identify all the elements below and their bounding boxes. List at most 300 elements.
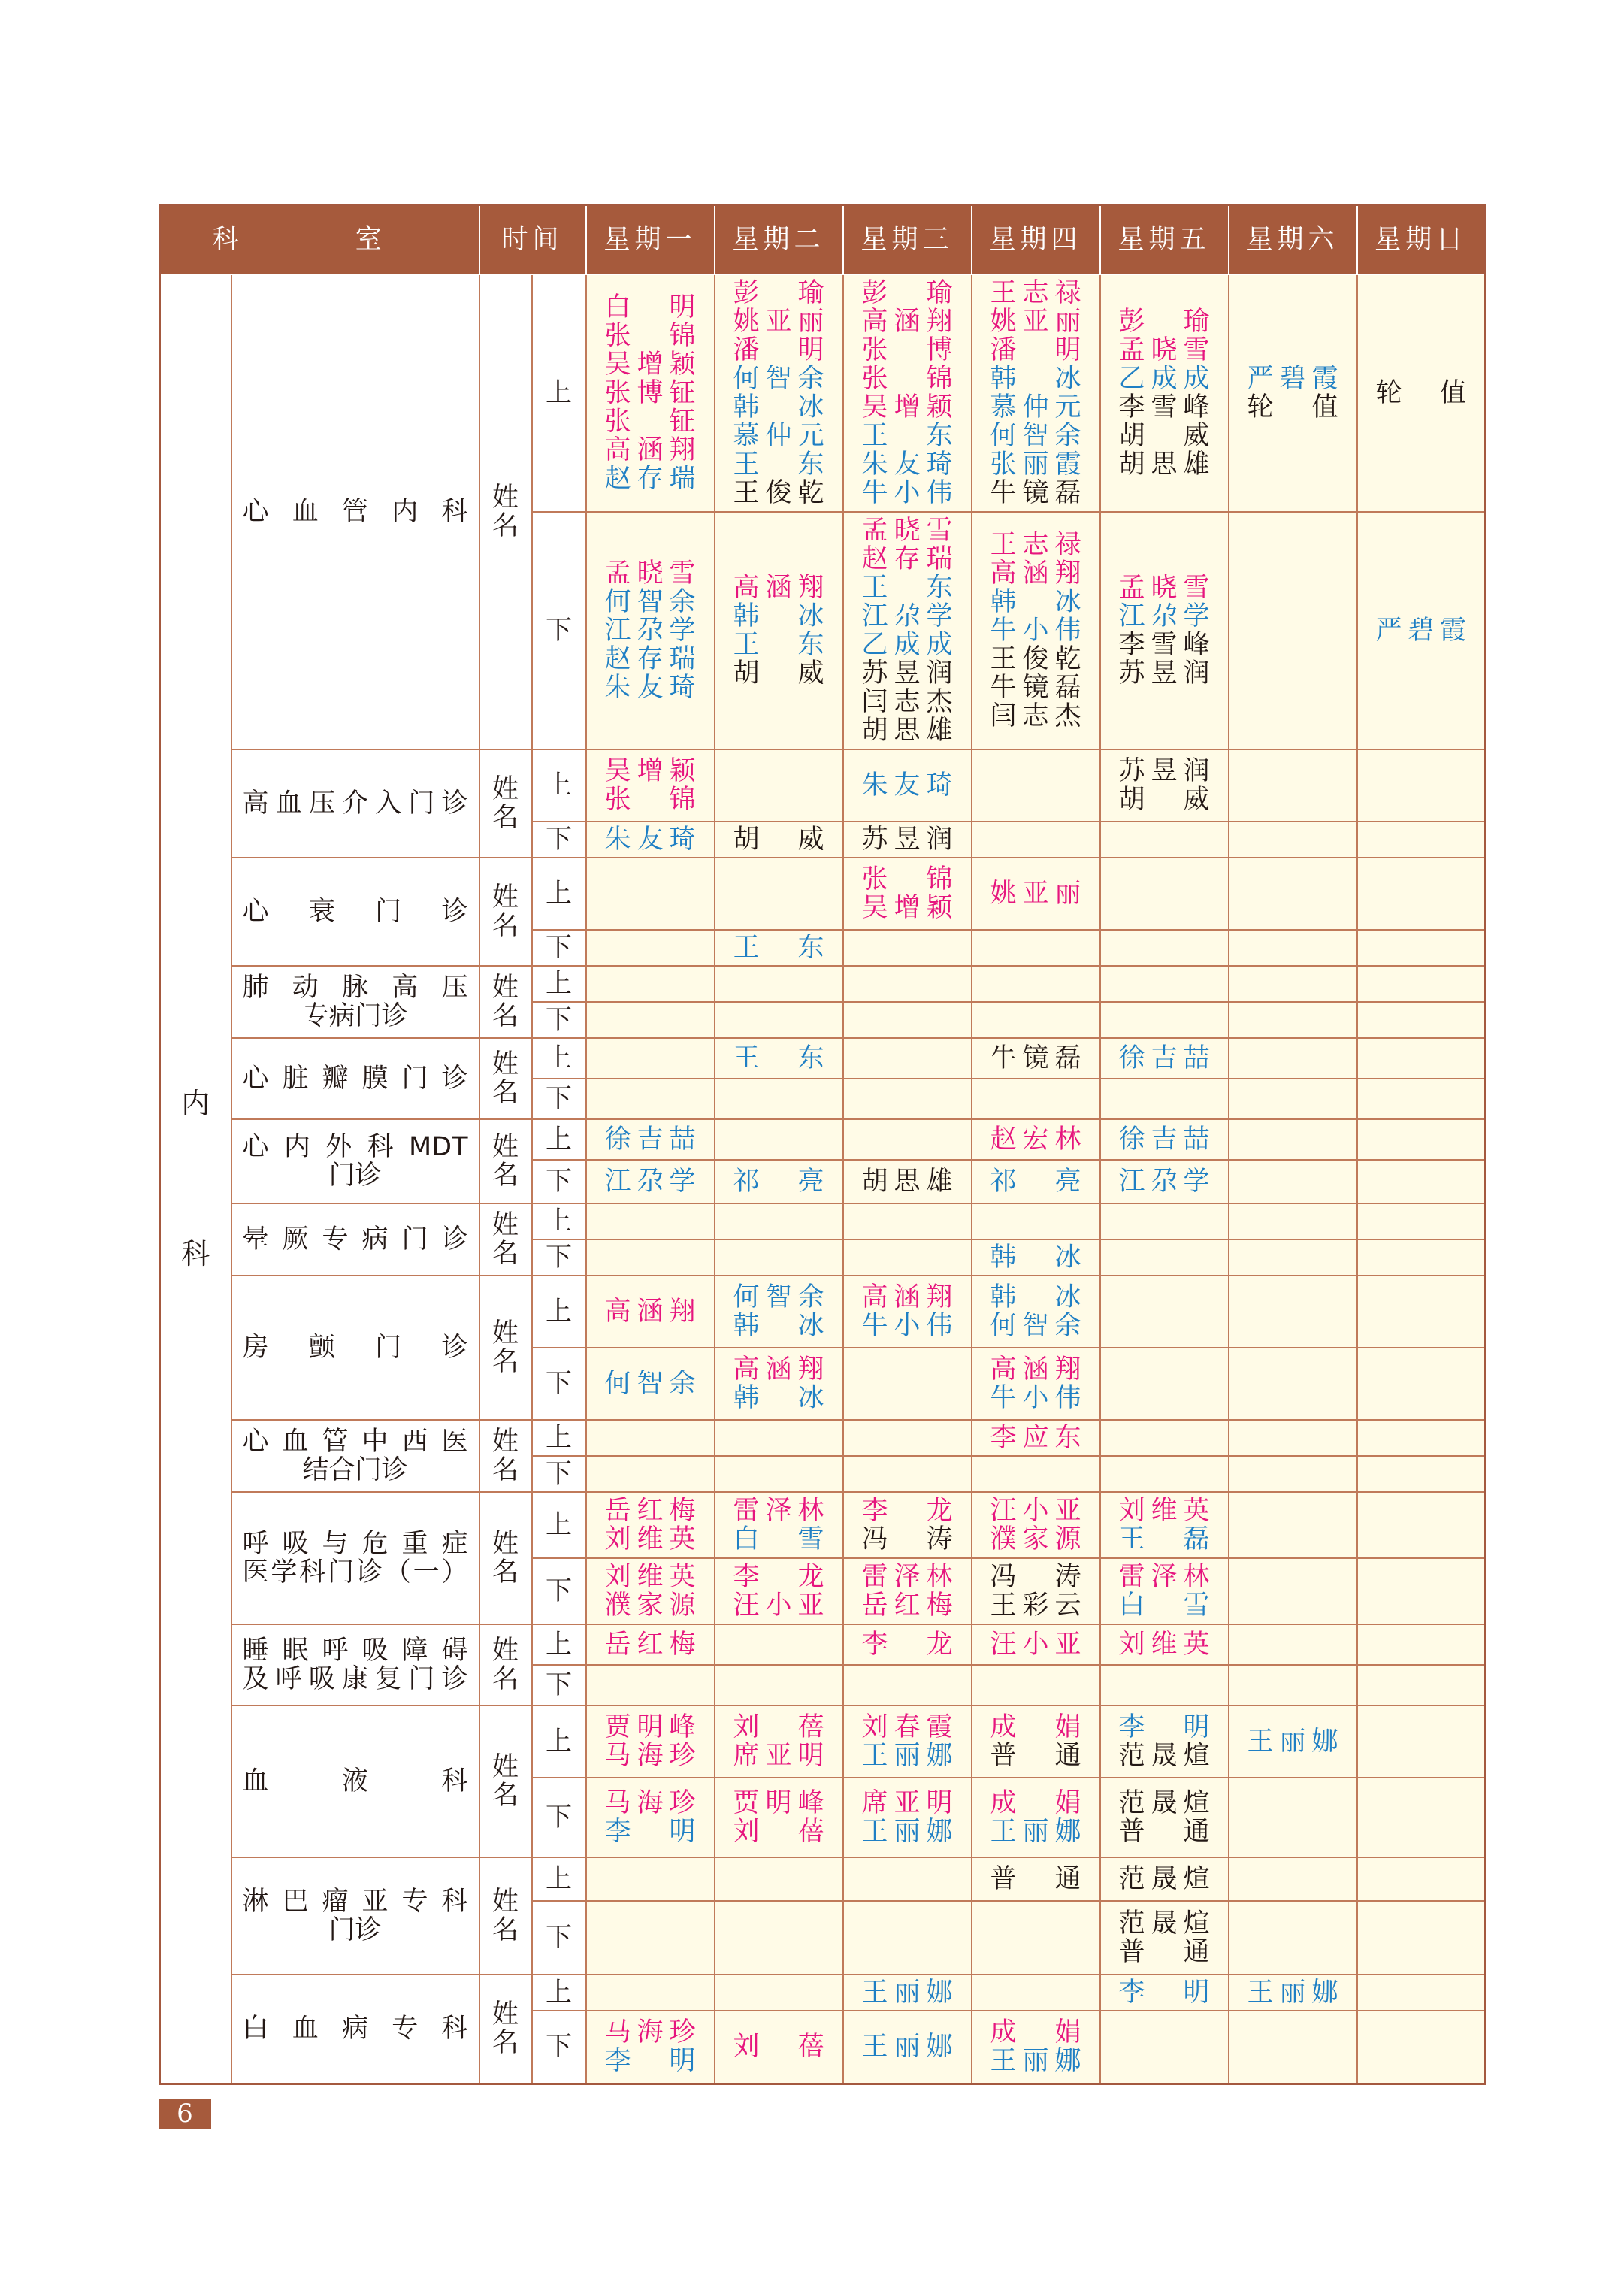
doctor-name: 祁 亮 xyxy=(990,1166,1081,1197)
doctor-list xyxy=(587,1297,714,1326)
time-am: 上 xyxy=(532,1420,586,1456)
schedule-cell xyxy=(972,1558,1100,1624)
clinic-name-line: 心血管内科 xyxy=(242,496,468,527)
doctor-name: 闫志杰 xyxy=(990,701,1081,731)
doctor-list xyxy=(972,1167,1099,1196)
doctor-name: 吴增颖 xyxy=(604,349,696,380)
schedule-cell xyxy=(843,749,972,822)
doctor-name: 彭 瑜 xyxy=(1118,306,1210,337)
schedule-cell xyxy=(972,1492,1100,1558)
schedule-cell xyxy=(586,1624,715,1665)
doctor-name: 成 娟 xyxy=(990,1787,1081,1818)
doctor-list xyxy=(844,516,971,745)
doctor-name: 何智余 xyxy=(733,363,824,394)
doctor-name: 王 东 xyxy=(861,420,953,451)
schedule-cell xyxy=(843,2011,972,2084)
schedule-cell xyxy=(843,1420,972,1456)
schedule-cell xyxy=(715,512,843,749)
schedule-cell xyxy=(586,1492,715,1558)
clinic-name-line: 白血病专科 xyxy=(242,2014,468,2044)
doctor-list xyxy=(1101,574,1228,688)
doctor-name: 王丽娜 xyxy=(1247,1726,1338,1757)
doctor-name: 江尕学 xyxy=(861,601,953,631)
schedule-cell xyxy=(843,1203,972,1239)
schedule-cell xyxy=(843,1038,972,1079)
doctor-list xyxy=(715,1167,842,1196)
doctor-name: 潘 明 xyxy=(733,334,824,365)
schedule-cell xyxy=(1229,1492,1357,1558)
doctor-list xyxy=(587,1713,714,1770)
schedule-cell xyxy=(843,1857,972,1901)
schedule-cell xyxy=(1357,1348,1486,1420)
time-pm: 下 xyxy=(532,2011,586,2084)
doctor-name: 赵存瑞 xyxy=(604,643,696,674)
schedule-cell xyxy=(586,749,715,822)
doctor-list xyxy=(972,1713,1099,1770)
doctor-name: 慕仲元 xyxy=(733,420,824,451)
doctor-name: 牛镜磊 xyxy=(990,1043,1081,1073)
schedule-cell xyxy=(1357,1038,1486,1079)
schedule-cell xyxy=(1100,1665,1229,1706)
doctor-name: 姚亚丽 xyxy=(733,306,824,337)
schedule-cell xyxy=(586,1160,715,1203)
doctor-list xyxy=(1229,1978,1356,2007)
name-label-char: 名 xyxy=(492,510,519,541)
time-pm: 下 xyxy=(532,1079,586,1119)
time-am: 上 xyxy=(532,274,586,512)
schedule-cell xyxy=(1229,1119,1357,1160)
schedule-cell xyxy=(1100,1038,1229,1079)
schedule-cell xyxy=(1357,1706,1486,1778)
doctor-list xyxy=(1101,1044,1228,1073)
schedule-cell xyxy=(1357,512,1486,749)
schedule-cell xyxy=(1229,1276,1357,1348)
doctor-name: 王 东 xyxy=(733,449,824,480)
clinic-name xyxy=(231,1624,479,1706)
table-row xyxy=(160,1203,1486,1239)
doctor-list xyxy=(972,1865,1099,1893)
table-row xyxy=(160,1276,1486,1348)
name-label xyxy=(479,1492,532,1624)
schedule-cell xyxy=(843,1276,972,1348)
doctor-name: 韩 冰 xyxy=(733,601,824,631)
table-row xyxy=(160,1857,1486,1901)
doctor-name: 乙成成 xyxy=(861,629,953,660)
doctor-name: 轮 值 xyxy=(1247,392,1338,422)
schedule-cell xyxy=(1229,822,1357,858)
doctor-list xyxy=(844,279,971,507)
doctor-name: 何智余 xyxy=(990,1310,1081,1341)
schedule-cell xyxy=(715,749,843,822)
doctor-name: 贾明峰 xyxy=(604,1712,696,1742)
schedule-cell xyxy=(586,1778,715,1857)
doctor-name: 轮 值 xyxy=(1375,377,1467,408)
doctor-name: 李 龙 xyxy=(861,1495,953,1526)
schedule-cell xyxy=(972,930,1100,966)
schedule-cell xyxy=(972,1002,1100,1038)
doctor-name: 成 娟 xyxy=(990,1712,1081,1742)
doctor-name: 吴增颖 xyxy=(604,755,696,786)
doctor-name: 胡思雄 xyxy=(861,715,953,746)
doctor-name: 王 东 xyxy=(733,629,824,660)
name-label-char: 名 xyxy=(492,1557,519,1587)
name-label xyxy=(479,749,532,858)
schedule-cell xyxy=(586,1558,715,1624)
clinic-name-line: 睡眠呼吸障碍 xyxy=(242,1635,468,1666)
doctor-name: 慕仲元 xyxy=(990,392,1081,422)
clinic-name xyxy=(231,1119,479,1203)
schedule-cell xyxy=(586,966,715,1002)
name-label xyxy=(479,1975,532,2084)
doctor-list xyxy=(1101,1497,1228,1554)
name-label xyxy=(479,1119,532,1203)
header-time: 时间 xyxy=(479,205,586,274)
doctor-list xyxy=(972,1497,1099,1554)
doctor-list xyxy=(972,1283,1099,1340)
schedule-cell xyxy=(843,1665,972,1706)
schedule-cell xyxy=(586,1239,715,1276)
clinic-name-line: 肺动脉高压 xyxy=(242,972,468,1003)
schedule-cell xyxy=(715,274,843,512)
doctor-name: 胡 威 xyxy=(1118,420,1210,451)
doctor-name: 韩 冰 xyxy=(990,1242,1081,1273)
clinic-name xyxy=(231,1038,479,1119)
doctor-list xyxy=(1101,1789,1228,1846)
name-label xyxy=(479,1857,532,1975)
doctor-name: 张 锦 xyxy=(604,320,696,351)
name-label-char: 姓 xyxy=(492,1049,519,1079)
schedule-cell xyxy=(972,1160,1100,1203)
time-pm: 下 xyxy=(532,930,586,966)
doctor-name: 王 东 xyxy=(861,572,953,603)
doctor-name: 胡 威 xyxy=(733,824,824,855)
doctor-name: 范晟煊 xyxy=(1118,1863,1210,1894)
name-label-char: 姓 xyxy=(492,482,519,513)
doctor-list xyxy=(844,1497,971,1554)
doctor-list xyxy=(972,2018,1099,2075)
schedule-cell xyxy=(1357,749,1486,822)
doctor-name: 孟晓雪 xyxy=(604,558,696,589)
schedule-cell xyxy=(1357,1558,1486,1624)
doctor-name: 王丽娜 xyxy=(990,2046,1081,2077)
doctor-list xyxy=(715,1713,842,1770)
schedule-cell xyxy=(715,1079,843,1119)
name-label-char: 姓 xyxy=(492,1209,519,1240)
doctor-name: 高涵翔 xyxy=(861,1282,953,1312)
doctor-name: 孟晓雪 xyxy=(1118,572,1210,603)
schedule-cell xyxy=(715,1558,843,1624)
schedule-cell xyxy=(1357,1492,1486,1558)
schedule-cell xyxy=(715,1975,843,2011)
doctor-list xyxy=(972,1243,1099,1272)
doctor-list xyxy=(844,1630,971,1659)
schedule-cell xyxy=(1357,1665,1486,1706)
doctor-name: 冯 涛 xyxy=(990,1561,1081,1592)
schedule-cell xyxy=(715,2011,843,2084)
schedule-cell xyxy=(1100,822,1229,858)
schedule-cell xyxy=(715,1706,843,1778)
doctor-name: 张丽霞 xyxy=(990,449,1081,480)
doctor-name: 王俊乾 xyxy=(990,643,1081,674)
schedule-cell xyxy=(1229,1778,1357,1857)
clinic-name-line: 房颤门诊 xyxy=(242,1332,468,1363)
time-am: 上 xyxy=(532,1276,586,1348)
doctor-name: 普 通 xyxy=(990,1740,1081,1771)
name-label-char: 名 xyxy=(492,1663,519,1694)
clinic-name xyxy=(231,1492,479,1624)
doctor-name: 孟晓雪 xyxy=(861,515,953,546)
doctor-name: 何智余 xyxy=(604,1368,696,1399)
doctor-list xyxy=(1101,1563,1228,1620)
doctor-list xyxy=(972,1789,1099,1846)
doctor-name: 江尕学 xyxy=(1118,601,1210,631)
doctor-list xyxy=(972,1125,1099,1154)
doctor-name: 雷泽林 xyxy=(1118,1561,1210,1592)
doctor-name: 刘 蓓 xyxy=(733,2032,824,2063)
schedule-cell xyxy=(843,1239,972,1276)
doctor-list xyxy=(1358,379,1485,407)
schedule-cell xyxy=(715,1002,843,1038)
schedule-body xyxy=(160,274,1486,2084)
department-cell xyxy=(160,274,231,2084)
doctor-list xyxy=(587,1125,714,1154)
schedule-cell xyxy=(972,1038,1100,1079)
name-label-char: 姓 xyxy=(492,1528,519,1559)
schedule-cell xyxy=(1357,1119,1486,1160)
doctor-name: 王志禄 xyxy=(990,529,1081,560)
schedule-cell xyxy=(1229,1348,1357,1420)
schedule-cell xyxy=(1229,1558,1357,1624)
schedule-cell xyxy=(1100,966,1229,1002)
header-day: 星期六 xyxy=(1229,205,1357,274)
doctor-name: 高涵翔 xyxy=(733,1354,824,1385)
doctor-list xyxy=(587,293,714,493)
name-label-char: 名 xyxy=(492,1077,519,1108)
schedule-cell xyxy=(586,822,715,858)
doctor-list xyxy=(715,279,842,507)
doctor-list xyxy=(844,825,971,854)
doctor-name: 赵存瑞 xyxy=(604,463,696,494)
doctor-name: 胡思雄 xyxy=(861,1166,953,1197)
name-label-char: 名 xyxy=(492,1000,519,1031)
doctor-list xyxy=(1101,1978,1228,2007)
time-pm: 下 xyxy=(532,512,586,749)
clinic-name-line: 心血管中西医 xyxy=(242,1426,468,1457)
doctor-name: 李雪峰 xyxy=(1118,392,1210,422)
doctor-name: 徐吉喆 xyxy=(1118,1043,1210,1073)
doctor-name: 李 明 xyxy=(604,1816,696,1847)
doctor-name: 白 雪 xyxy=(733,1524,824,1554)
name-label xyxy=(479,1624,532,1706)
clinic-name-line: 高血压介入门诊 xyxy=(242,788,468,819)
doctor-name: 朱友琦 xyxy=(861,770,953,801)
doctor-list xyxy=(1101,757,1228,814)
name-label xyxy=(479,966,532,1038)
schedule-cell xyxy=(1357,966,1486,1002)
schedule-cell xyxy=(1229,1901,1357,1975)
name-label-char: 姓 xyxy=(492,1886,519,1917)
name-label-char: 名 xyxy=(492,1160,519,1191)
doctor-name: 张 钲 xyxy=(604,406,696,437)
doctor-name: 李 明 xyxy=(604,2046,696,2077)
schedule-cell xyxy=(1357,1276,1486,1348)
doctor-name: 刘 蓓 xyxy=(733,1712,824,1742)
doctor-name: 王彩云 xyxy=(990,1590,1081,1621)
name-label-char: 姓 xyxy=(492,773,519,804)
header-row xyxy=(160,205,1486,274)
doctor-name: 牛镜磊 xyxy=(990,672,1081,703)
doctor-name: 普 通 xyxy=(1118,1936,1210,1967)
time-am: 上 xyxy=(532,966,586,1002)
doctor-name: 王丽娜 xyxy=(861,1977,953,2008)
time-am: 上 xyxy=(532,749,586,822)
doctor-list xyxy=(1229,365,1356,422)
doctor-name: 高涵翔 xyxy=(604,1296,696,1327)
name-label xyxy=(479,274,532,749)
schedule-cell xyxy=(586,1420,715,1456)
doctor-name: 白 明 xyxy=(604,292,696,322)
doctor-list xyxy=(844,1563,971,1620)
doctor-name: 朱友琦 xyxy=(604,672,696,703)
doctor-name: 严碧霞 xyxy=(1247,363,1338,394)
doctor-name: 刘维英 xyxy=(1118,1629,1210,1660)
schedule-cell xyxy=(843,512,972,749)
doctor-name: 徐吉喆 xyxy=(1118,1124,1210,1155)
doctor-name: 祁 亮 xyxy=(733,1166,824,1197)
doctor-name: 李应东 xyxy=(990,1422,1081,1453)
name-label-char: 姓 xyxy=(492,1426,519,1457)
clinic-name-line: 及呼吸康复门诊 xyxy=(242,1663,468,1694)
doctor-name: 汪小亚 xyxy=(733,1590,824,1621)
schedule-cell xyxy=(1100,1492,1229,1558)
doctor-name: 王丽娜 xyxy=(861,1740,953,1771)
doctor-name: 汪小亚 xyxy=(990,1495,1081,1526)
table-row xyxy=(160,1706,1486,1778)
clinic-name xyxy=(231,966,479,1038)
schedule-cell xyxy=(1100,1002,1229,1038)
doctor-name: 王 东 xyxy=(733,1043,824,1073)
time-pm: 下 xyxy=(532,1239,586,1276)
clinic-name xyxy=(231,1203,479,1276)
name-label-char: 姓 xyxy=(492,1999,519,2030)
doctor-name: 江尕学 xyxy=(604,1166,696,1197)
table-row xyxy=(160,966,1486,1002)
doctor-list xyxy=(972,879,1099,908)
doctor-name: 牛镜磊 xyxy=(990,477,1081,508)
schedule-cell xyxy=(1100,274,1229,512)
doctor-name: 彭 瑜 xyxy=(861,277,953,308)
schedule-cell xyxy=(586,1002,715,1038)
schedule-cell xyxy=(1100,1901,1229,1975)
doctor-list xyxy=(715,1044,842,1073)
doctor-list xyxy=(1229,1727,1356,1756)
doctor-name: 汪小亚 xyxy=(990,1629,1081,1660)
schedule-cell xyxy=(715,858,843,930)
name-label-char: 名 xyxy=(492,1346,519,1377)
doctor-list xyxy=(715,2032,842,2061)
doctor-name: 李雪峰 xyxy=(1118,629,1210,660)
doctor-list xyxy=(1358,616,1485,645)
schedule-cell xyxy=(843,1348,972,1420)
schedule-cell xyxy=(843,1558,972,1624)
doctor-name: 韩 冰 xyxy=(733,392,824,422)
doctor-name: 徐吉喆 xyxy=(604,1124,696,1155)
doctor-list xyxy=(587,825,714,854)
schedule-cell xyxy=(843,822,972,858)
schedule-cell xyxy=(843,1492,972,1558)
schedule-cell xyxy=(586,1456,715,1492)
schedule-cell xyxy=(586,1038,715,1079)
clinic-name xyxy=(231,858,479,966)
doctor-name: 王丽娜 xyxy=(861,1816,953,1847)
clinic-name xyxy=(231,1276,479,1420)
doctor-list xyxy=(1101,1865,1228,1893)
name-label-char: 姓 xyxy=(492,1131,519,1162)
doctor-list xyxy=(715,1497,842,1554)
schedule-cell xyxy=(1357,822,1486,858)
schedule-cell xyxy=(1357,858,1486,930)
doctor-name: 刘春霞 xyxy=(861,1712,953,1742)
doctor-name: 岳红梅 xyxy=(604,1629,696,1660)
time-am: 上 xyxy=(532,858,586,930)
schedule-cell xyxy=(586,1665,715,1706)
doctor-list xyxy=(1101,1630,1228,1659)
name-label-char: 名 xyxy=(492,2028,519,2059)
doctor-list xyxy=(715,1563,842,1620)
doctor-list xyxy=(587,559,714,702)
doctor-list xyxy=(1101,1909,1228,1966)
doctor-list xyxy=(715,574,842,688)
doctor-name: 马海珍 xyxy=(604,1787,696,1818)
doctor-list xyxy=(844,2032,971,2061)
schedule-cell xyxy=(1229,1665,1357,1706)
schedule-cell xyxy=(843,274,972,512)
schedule-cell xyxy=(1100,512,1229,749)
clinic-name xyxy=(231,1420,479,1492)
schedule-cell xyxy=(715,930,843,966)
doctor-name: 王丽娜 xyxy=(861,2032,953,2063)
schedule-cell xyxy=(1229,1160,1357,1203)
schedule-cell xyxy=(972,966,1100,1002)
doctor-name: 江尕学 xyxy=(604,615,696,646)
schedule-cell xyxy=(715,1239,843,1276)
name-label-char: 名 xyxy=(492,1780,519,1811)
doctor-name: 何智余 xyxy=(990,420,1081,451)
schedule-cell xyxy=(715,1492,843,1558)
doctor-name: 高涵翔 xyxy=(861,306,953,337)
doctor-name: 乙成成 xyxy=(1118,363,1210,394)
schedule-cell xyxy=(1357,1002,1486,1038)
doctor-name: 冯 涛 xyxy=(861,1524,953,1554)
schedule-cell xyxy=(972,1239,1100,1276)
doctor-name: 李 龙 xyxy=(733,1561,824,1592)
schedule-cell xyxy=(972,1276,1100,1348)
doctor-list xyxy=(844,1789,971,1846)
schedule-cell xyxy=(1357,1975,1486,2011)
schedule-cell xyxy=(715,966,843,1002)
schedule-cell xyxy=(972,1203,1100,1239)
schedule-cell xyxy=(586,1079,715,1119)
name-label-char: 名 xyxy=(492,802,519,833)
schedule-cell xyxy=(1229,858,1357,930)
doctor-name: 牛小伟 xyxy=(990,615,1081,646)
schedule-cell xyxy=(972,822,1100,858)
doctor-list xyxy=(715,1789,842,1846)
doctor-name: 张 锦 xyxy=(861,864,953,894)
schedule-cell xyxy=(972,274,1100,512)
time-pm: 下 xyxy=(532,1778,586,1857)
clinic-name-line: 门诊 xyxy=(328,1160,382,1191)
